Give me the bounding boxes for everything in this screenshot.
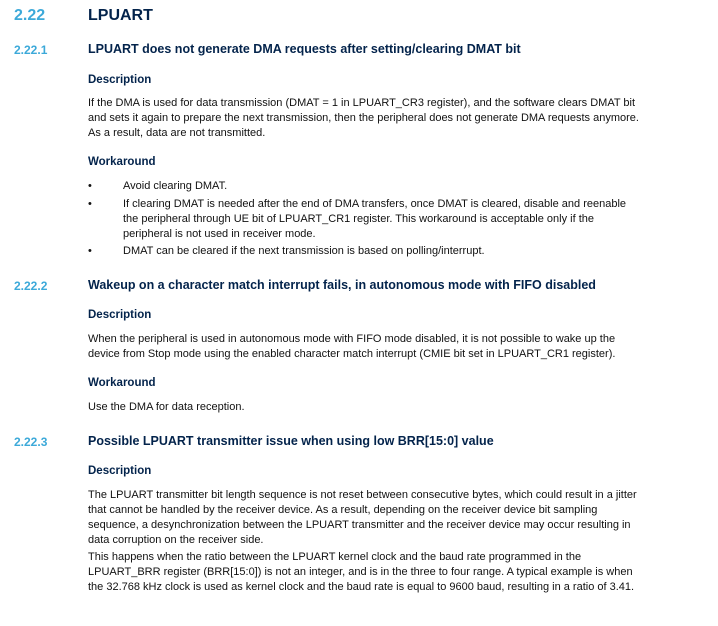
text-line: When the peripheral is used in autonomous mode with FIFO mode disabled, it is not possible to wake up the (88, 333, 616, 345)
section-title: LPUART (88, 7, 153, 24)
text-line: data corruption on the receiver side. (88, 534, 264, 546)
subsection-title: LPUART does not generate DMA requests after setting/clearing DMAT bit (88, 42, 521, 56)
description-heading: Description (88, 74, 152, 86)
bullet-icon: • (88, 198, 92, 210)
workaround-heading: Workaround (88, 377, 156, 389)
text-line: As a result, data are not transmitted. (88, 127, 266, 139)
section-number: 2.22 (14, 7, 46, 24)
bullet-icon: • (88, 180, 92, 192)
description-paragraph (88, 550, 634, 595)
workaround-heading: Workaround (88, 156, 156, 168)
description-paragraph (88, 488, 637, 548)
description-heading: Description (88, 309, 152, 321)
text-line: that cannot be handled by the receiver device. As a result, depending on the receiver device bit sampling (88, 504, 598, 516)
bullet-icon: • (88, 245, 92, 257)
text-line: device from Stop mode using the enabled character match interrupt (CMIE bit set in LPUART_CR1 register). (88, 348, 616, 360)
text-line: If clearing DMAT is needed after the end of DMA transfers, once DMAT is cleared, disable and reenable (123, 198, 627, 210)
description-paragraph (88, 96, 639, 141)
description-heading: Description (88, 465, 152, 477)
text-line: the 32.768 kHz clock is used as kernel clock and the baud rate is equal to 9600 baud, resulting in a ratio of 3.41. (88, 581, 635, 593)
text-line: LPUART_BRR register (BRR[15:0]) is not an integer, and is in the three to four range. A typical example is when (88, 566, 633, 578)
subsection-number: 2.22.1 (14, 43, 48, 57)
text-line: This happens when the ratio between the LPUART kernel clock and the baud rate programmed in the (88, 551, 582, 563)
text-line: sequence, a desynchronization between the LPUART transmitter and the receiver device may occur resulting in (88, 519, 631, 531)
text-line: The LPUART transmitter bit length sequence is not reset between consecutive bytes, which could result in a jitter (88, 489, 637, 501)
text-line: and sets it again to prepare the next transmission, then the peripheral does not generate DMA requests anymore. (88, 112, 639, 124)
workaround-paragraph (88, 400, 245, 415)
text-line: If the DMA is used for data transmission (DMAT = 1 in LPUART_CR3 register), and the software clears DMAT bit (88, 97, 636, 109)
text-line: the peripheral through UE bit of LPUART_CR1 register. This workaround is acceptable only if the (123, 213, 595, 225)
description-paragraph (88, 332, 615, 362)
text-line: Avoid clearing DMAT. (123, 180, 228, 192)
subsection-number: 2.22.3 (14, 435, 48, 449)
text-line: Use the DMA for data reception. (88, 401, 245, 413)
text-line: peripheral is not used in receiver mode. (123, 228, 316, 240)
subsection-number: 2.22.2 (14, 279, 48, 293)
text-line: DMAT can be cleared if the next transmission is based on polling/interrupt. (123, 245, 485, 257)
subsection-title: Wakeup on a character match interrupt fails, in autonomous mode with FIFO disabled (88, 278, 596, 292)
subsection-title: Possible LPUART transmitter issue when using low BRR[15:0] value (88, 434, 494, 448)
